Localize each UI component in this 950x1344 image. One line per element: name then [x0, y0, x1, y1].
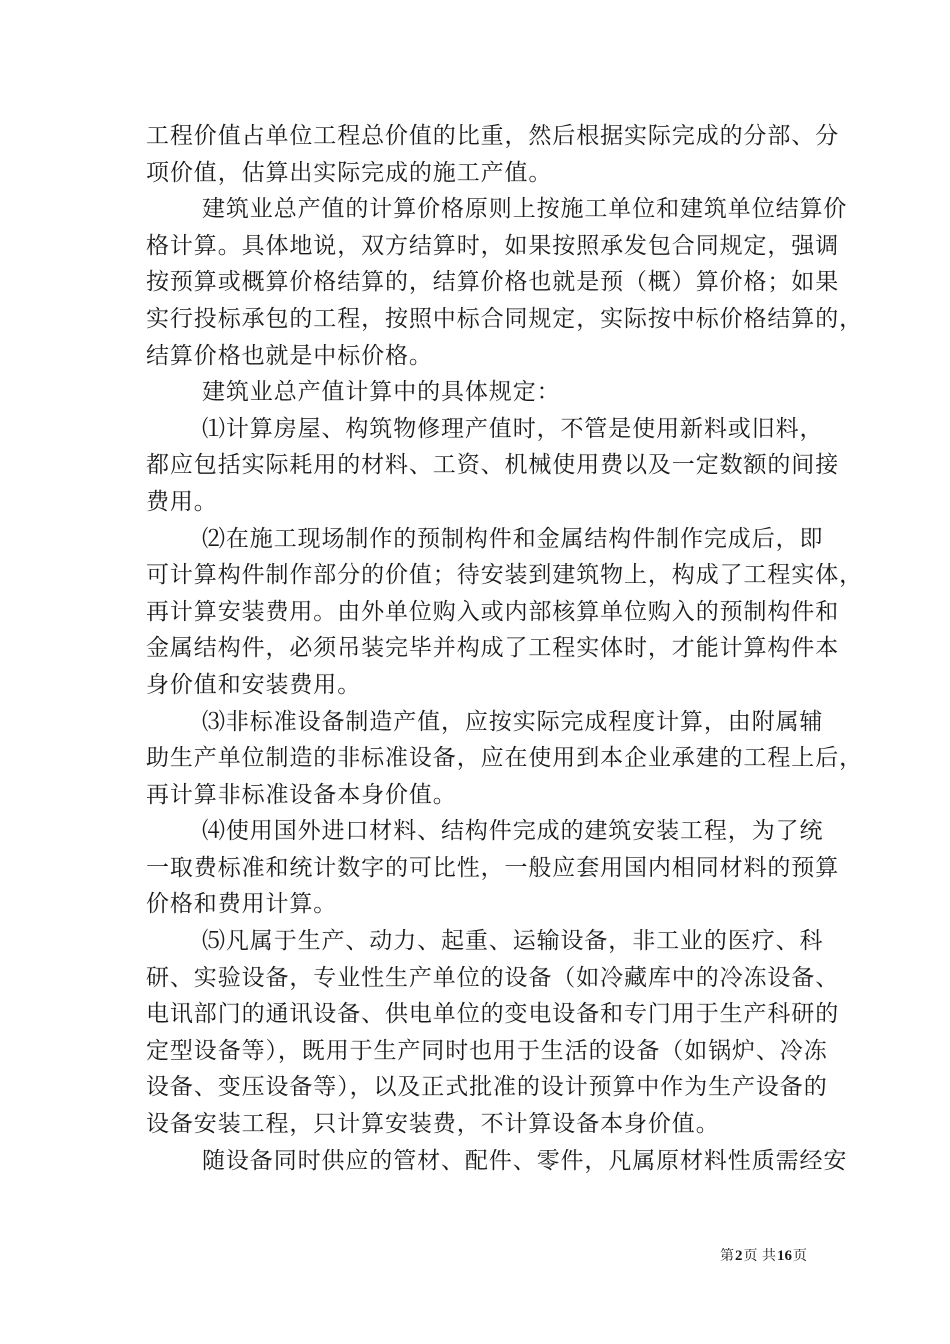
- text-line: 设备、变压设备等），以及正式批准的设计预算中作为生产设备的: [146, 1074, 828, 1101]
- text-line: 电讯部门的通讯设备、供电单位的变电设备和专门用于生产科研的: [146, 1001, 840, 1028]
- text-line: 设备安装工程，只计算安装费，不计算设备本身价值。: [146, 1111, 720, 1138]
- text-line: 按预算或概算价格结算的，结算价格也就是预（概）算价格；如果: [146, 269, 840, 296]
- page-number-footer: [720, 1247, 807, 1265]
- paragraph-first-line: 建筑业总产值的计算价格原则上按施工单位和建筑单位结算价: [202, 196, 848, 223]
- text-line: 结算价格也就是中标价格。: [146, 342, 433, 369]
- text-line: 一取费标准和统计数字的可比性，一般应套用国内相同材料的预算: [146, 854, 840, 881]
- paragraph-first-line: 建筑业总产值计算中的具体规定：: [202, 379, 561, 406]
- text-line: 项价值，估算出实际完成的施工产值。: [146, 159, 553, 186]
- current-page-number: 2: [735, 1248, 743, 1264]
- text-line: 格计算。具体地说，双方结算时，如果按照承发包合同规定，强调: [146, 232, 840, 259]
- footer-middle: 页 共: [743, 1248, 776, 1264]
- paragraph-first-line: ⑵在施工现场制作的预制构件和金属结构件制作完成后，即: [202, 525, 824, 552]
- document-body: [146, 118, 863, 1179]
- paragraph-first-line: ⑷使用国外进口材料、结构件完成的建筑安装工程，为了统: [202, 818, 824, 845]
- text-line: 再计算非标准设备本身价值。: [146, 781, 457, 808]
- paragraph-first-line: 随设备同时供应的管材、配件、零件，凡属原材料性质需经安: [202, 1147, 848, 1174]
- text-line: 身价值和安装费用。: [146, 671, 362, 698]
- text-line: 实行投标承包的工程，按照中标合同规定，实际按中标价格结算的，: [146, 305, 863, 332]
- text-line: 定型设备等），既用于生产同时也用于生活的设备（如锅炉、冷冻: [146, 1037, 828, 1064]
- text-line: 费用。: [146, 488, 218, 515]
- text-line: 价格和费用计算。: [146, 891, 338, 918]
- text-line: 研、实验设备，专业性生产单位的设备（如冷藏库中的冷冻设备、: [146, 964, 840, 991]
- text-line: 工程价值占单位工程总价值的比重，然后根据实际完成的分部、分: [146, 123, 840, 149]
- total-pages-number: 16: [777, 1248, 792, 1264]
- paragraph-first-line: ⑸凡属于生产、动力、起重、运输设备，非工业的医疗、科: [202, 928, 824, 955]
- text-line: 金属结构件，必须吊装完毕并构成了工程实体时，才能计算构件本: [146, 635, 840, 662]
- text-line: 助生产单位制造的非标准设备，应在使用到本企业承建的工程上后，: [146, 745, 863, 772]
- footer-suffix: 页: [793, 1248, 807, 1264]
- footer-prefix: 第: [720, 1248, 735, 1264]
- paragraph-first-line: ⑴计算房屋、构筑物修理产值时，不管是使用新料或旧料，: [202, 415, 824, 442]
- paragraph-first-line: ⑶非标准设备制造产值，应按实际完成程度计算，由附属辅: [202, 708, 824, 735]
- text-line: 可计算构件制作部分的价值；待安装到建筑物上，构成了工程实体，: [146, 562, 863, 589]
- text-line: 再计算安装费用。由外单位购入或内部核算单位购入的预制构件和: [146, 598, 840, 625]
- text-line: 都应包括实际耗用的材料、工资、机械使用费以及一定数额的间接: [146, 452, 840, 479]
